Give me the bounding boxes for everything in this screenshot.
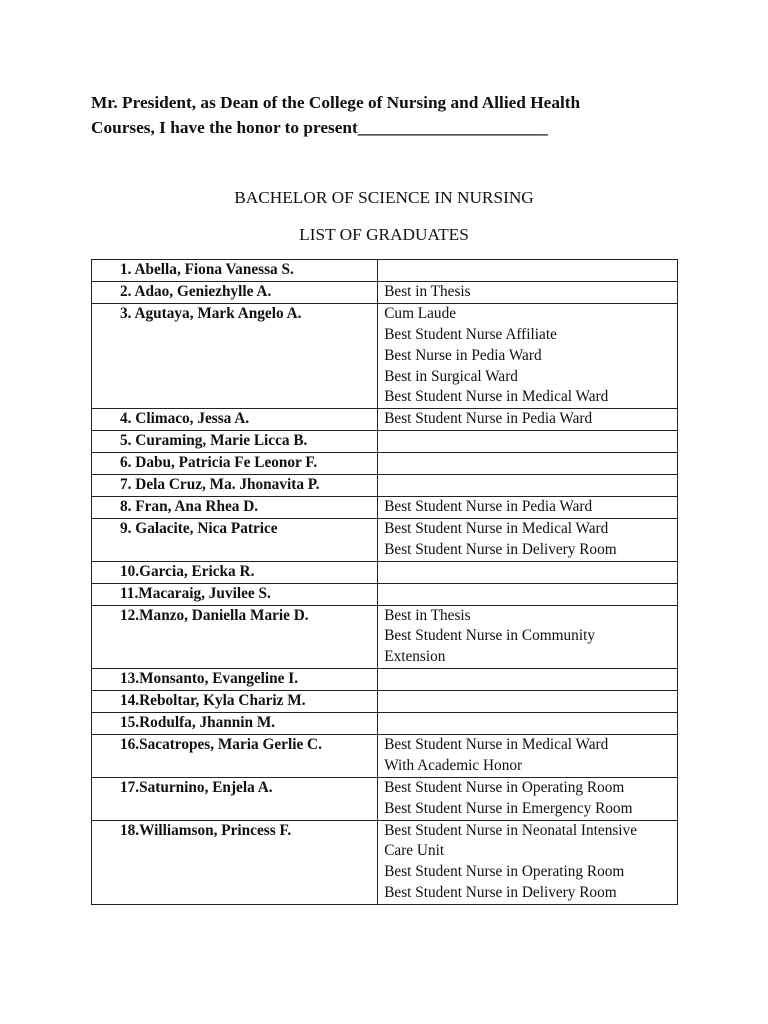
graduate-name: 15.Rodulfa, Jhannin M.	[92, 713, 378, 735]
table-row	[92, 713, 678, 735]
graduate-name: 8. Fran, Ana Rhea D.	[92, 496, 378, 518]
graduate-awards	[378, 777, 678, 820]
graduate-name: 17.Saturnino, Enjela A.	[92, 777, 378, 820]
table-row	[92, 777, 678, 820]
graduate-awards	[378, 691, 678, 713]
award-item: Best in Surgical Ward	[384, 367, 518, 385]
table-row	[92, 453, 678, 475]
graduate-awards	[378, 431, 678, 453]
graduate-name: 16.Sacatropes, Maria Gerlie C.	[92, 734, 378, 777]
graduate-name: 14.Reboltar, Kyla Chariz M.	[92, 691, 378, 713]
award-item: Extension	[384, 648, 446, 666]
presentation-statement	[91, 90, 731, 140]
program-title: BACHELOR OF SCIENCE IN NURSING	[234, 188, 534, 207]
award-item: Best Student Nurse in Medical Ward	[384, 388, 609, 406]
graduate-name: 2. Adao, Geniezhylle A.	[92, 281, 378, 303]
table-row	[92, 496, 678, 518]
award-item: Best Student Nurse in Pedia Ward	[384, 497, 593, 515]
graduates-table-body	[92, 260, 678, 905]
award-item: Best Student Nurse Affiliate	[384, 325, 557, 343]
graduate-awards	[378, 409, 678, 431]
graduates-table	[91, 259, 678, 905]
table-row	[92, 281, 678, 303]
table-row	[92, 475, 678, 497]
award-item: With Academic Honor	[384, 756, 523, 774]
award-item: Best Student Nurse in Medical Ward	[384, 519, 609, 537]
award-item: Best Nurse in Pedia Ward	[384, 346, 542, 364]
award-item: Best in Thesis	[384, 606, 471, 624]
graduate-name: 3. Agutaya, Mark Angelo A.	[92, 303, 378, 409]
table-row	[92, 583, 678, 605]
table-row	[92, 734, 678, 777]
graduate-awards	[378, 561, 678, 583]
list-title: LIST OF GRADUATES	[299, 225, 469, 244]
table-row	[92, 409, 678, 431]
table-row	[92, 518, 678, 561]
graduate-name: 12.Manzo, Daniella Marie D.	[92, 605, 378, 669]
graduate-name: 11.Macaraig, Juvilee S.	[92, 583, 378, 605]
graduate-awards	[378, 669, 678, 691]
presentation-line-1: Mr. President, as Dean of the College of Nursing and Allied Health	[91, 93, 581, 112]
graduate-awards	[378, 583, 678, 605]
award-item: Best Student Nurse in Pedia Ward	[384, 410, 593, 428]
award-item: Best Student Nurse in Operating Room	[384, 778, 625, 796]
table-row	[92, 260, 678, 282]
award-item: Best Student Nurse in Medical Ward	[384, 735, 609, 753]
award-item: Best Student Nurse in Operating Room	[384, 863, 625, 881]
table-row	[92, 561, 678, 583]
graduate-awards	[378, 260, 678, 282]
award-item: Best in Thesis	[384, 282, 471, 300]
graduate-awards	[378, 281, 678, 303]
award-item: Best Student Nurse in Delivery Room	[384, 540, 617, 558]
graduate-awards	[378, 605, 678, 669]
graduate-name: 5. Curaming, Marie Licca B.	[92, 431, 378, 453]
table-row	[92, 303, 678, 409]
graduate-awards	[378, 734, 678, 777]
graduate-awards	[378, 713, 678, 735]
award-item: Best Student Nurse in Delivery Room	[384, 884, 617, 902]
award-item: Cum Laude	[384, 304, 457, 322]
award-item: Best Student Nurse in Emergency Room	[384, 799, 633, 817]
presentation-line-2: Courses, I have the honor to present______________________	[91, 118, 548, 137]
graduate-awards	[378, 475, 678, 497]
graduate-awards	[378, 820, 678, 905]
table-row	[92, 669, 678, 691]
graduate-awards	[378, 496, 678, 518]
graduate-awards	[378, 518, 678, 561]
award-item: Best Student Nurse in Neonatal Intensive	[384, 821, 637, 839]
graduate-name: 4. Climaco, Jessa A.	[92, 409, 378, 431]
graduate-name: 18.Williamson, Princess F.	[92, 820, 378, 905]
graduate-name: 6. Dabu, Patricia Fe Leonor F.	[92, 453, 378, 475]
table-row	[92, 431, 678, 453]
award-item: Best Student Nurse in Community	[384, 627, 595, 645]
graduate-name: 13.Monsanto, Evangeline I.	[92, 669, 378, 691]
award-item: Care Unit	[384, 842, 445, 860]
graduate-awards	[378, 453, 678, 475]
graduate-name: 7. Dela Cruz, Ma. Jhonavita P.	[92, 475, 378, 497]
table-row	[92, 691, 678, 713]
graduate-awards	[378, 303, 678, 409]
table-row	[92, 605, 678, 669]
graduate-name: 10.Garcia, Ericka R.	[92, 561, 378, 583]
table-row	[92, 820, 678, 905]
graduate-name: 1. Abella, Fiona Vanessa S.	[92, 260, 378, 282]
graduate-name: 9. Galacite, Nica Patrice	[92, 518, 378, 561]
